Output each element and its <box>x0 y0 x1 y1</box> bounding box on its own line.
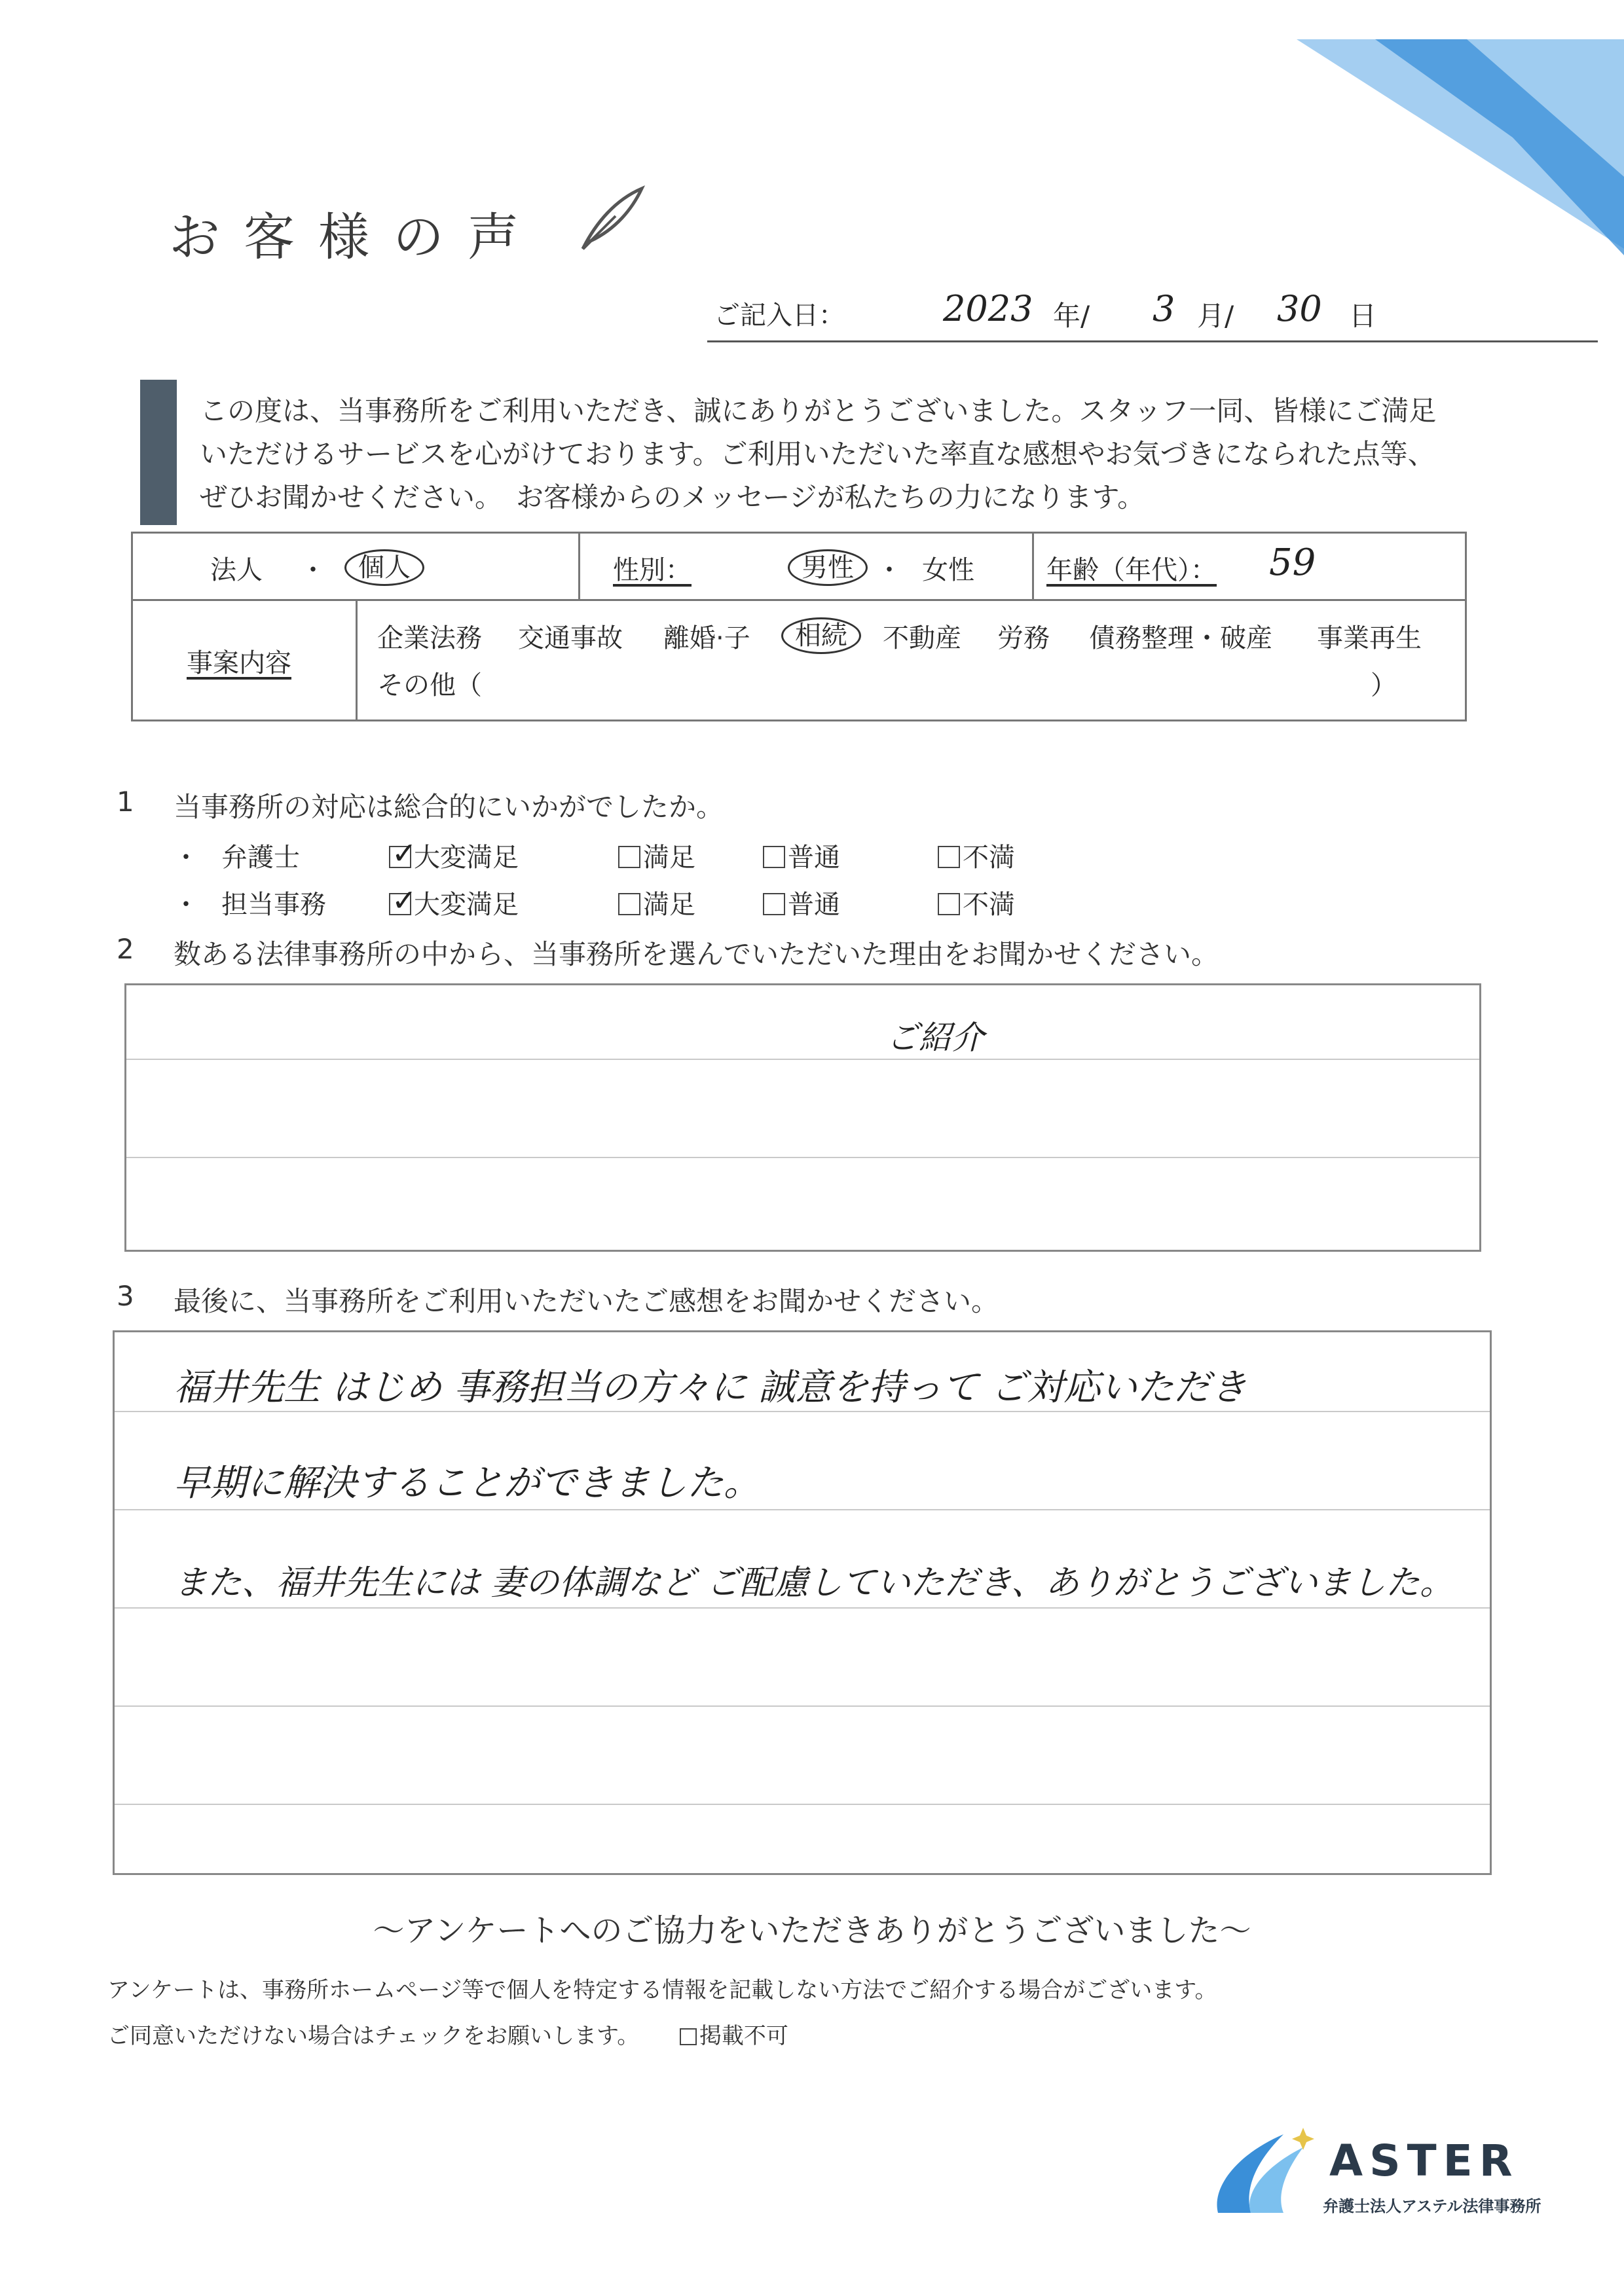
option-label: 満足 <box>643 890 695 920</box>
case-item-rehab[interactable]: 事業再生 <box>1317 623 1422 653</box>
q1-staff-very-satisfied[interactable] <box>389 884 519 921</box>
no-publish-checkbox[interactable] <box>680 2028 697 2045</box>
option-label: 満足 <box>643 843 695 873</box>
ruled-line <box>115 1411 1490 1412</box>
option-label: 普通 <box>788 843 840 873</box>
option-label: 不満 <box>963 843 1015 873</box>
page-title: お客様の声 <box>169 208 543 267</box>
consent-text: ご同意いただけない場合はチェックをお願いします。 <box>107 2023 640 2049</box>
q1-row-bullet: ・ <box>173 843 199 873</box>
divider <box>578 534 580 599</box>
ruled-line <box>115 1509 1490 1510</box>
ruled-line <box>115 1705 1490 1707</box>
q2-text: 数ある法律事務所の中から、当事務所を選んでいただいた理由をお聞かせください。 <box>174 938 1219 970</box>
date-year-unit: 年/ <box>1053 300 1090 332</box>
separator: ・ <box>876 555 902 585</box>
q3-answer-line: また、福井先生には 妻の体調など ご配慮していただき、ありがとうございました。 <box>174 1563 1454 1603</box>
option-label: 不満 <box>963 890 1015 920</box>
date-day-unit: 日 <box>1349 300 1377 332</box>
corner-decoration <box>1297 39 1624 255</box>
q1-row-label-lawyer: 弁護士 <box>221 843 300 873</box>
consent-line <box>107 2018 788 2050</box>
q1-row-bullet: ・ <box>173 890 199 920</box>
q1-lawyer-very-satisfied[interactable] <box>389 837 519 874</box>
option-label: 普通 <box>788 890 840 920</box>
option-label: 大変満足 <box>414 890 519 920</box>
q1-lawyer-normal[interactable] <box>763 837 840 874</box>
female-option[interactable]: 女性 <box>922 555 974 585</box>
logo-name: ASTER <box>1329 2136 1519 2186</box>
separator: ・ <box>300 555 326 585</box>
q1-staff-normal[interactable] <box>763 884 840 921</box>
thanks-message: ～アンケートへのご協力をいただきありがとうございました～ <box>373 1912 1251 1949</box>
ruled-line <box>115 1804 1490 1805</box>
publication-note: アンケートは、事務所ホームページ等で個人を特定する情報を記載しない方法でご紹介する場合がございます。 <box>107 1977 1217 2003</box>
date-month-unit: 月/ <box>1197 300 1234 332</box>
date-month: 3 <box>1153 288 1175 329</box>
checkbox-icon[interactable] <box>618 893 640 915</box>
ruled-line <box>115 1607 1490 1609</box>
case-label: 事案内容 <box>187 648 291 678</box>
case-item-debt[interactable]: 債務整理・破産 <box>1089 623 1272 653</box>
date-year: 2023 <box>943 288 1033 329</box>
q1-lawyer-satisfied[interactable] <box>618 837 695 874</box>
checkbox-icon[interactable] <box>618 846 640 868</box>
individual-option[interactable]: 個人 <box>344 549 424 586</box>
info-table <box>131 532 1467 721</box>
date-day: 30 <box>1277 288 1322 329</box>
case-item-inheritance[interactable]: 相続 <box>781 617 861 654</box>
checkbox-icon[interactable] <box>763 893 785 915</box>
date-label: ご記入日： <box>714 301 845 331</box>
q3-answer-line: 福井先生 はじめ 事務担当の方々に 誠意を持って ご対応いただき <box>174 1366 1247 1409</box>
q1-text: 当事務所の対応は総合的にいかがでしたか。 <box>174 791 724 823</box>
q2-answer-text: ご紹介 <box>886 1019 984 1057</box>
checkbox-checked-icon[interactable] <box>389 846 411 868</box>
q1-number: 1 <box>117 786 134 818</box>
logo-subtitle: 弁護士法人アステル法律事務所 <box>1323 2197 1541 2215</box>
intro-line: ぜひお聞かせください。 お客様からのメッセージが私たちの力になります。 <box>200 481 1145 513</box>
ruled-line <box>126 1157 1479 1158</box>
age-value: 59 <box>1269 541 1316 584</box>
q3-answer-box[interactable] <box>113 1330 1492 1875</box>
aster-logo-icon <box>1205 2121 1323 2226</box>
q1-lawyer-dissatisfied[interactable] <box>938 837 1015 874</box>
intro-accent-bar <box>140 380 177 525</box>
checkbox-icon[interactable] <box>938 893 960 915</box>
case-item-labor[interactable]: 労務 <box>997 623 1050 653</box>
q3-number: 3 <box>117 1280 134 1312</box>
case-item-other[interactable]: その他（ <box>377 670 482 701</box>
checkbox-checked-icon[interactable] <box>389 893 411 915</box>
corporate-option[interactable]: 法人 <box>210 555 263 585</box>
case-other-close: ） <box>1371 670 1397 701</box>
q3-answer-line: 早期に解決することができました。 <box>174 1462 760 1504</box>
age-label: 年齢（年代）： <box>1046 555 1217 585</box>
checkbox-icon[interactable] <box>763 846 785 868</box>
intro-line: この度は、当事務所をご利用いただき、誠にありがとうございました。スタッフ一同、皆様にご満足 <box>200 395 1437 427</box>
intro-text <box>200 390 1509 519</box>
no-publish-label: 掲載不可 <box>699 2023 788 2049</box>
q3-text: 最後に、当事務所をご利用いただいたご感想をお聞かせください。 <box>174 1285 999 1317</box>
q1-staff-satisfied[interactable] <box>618 884 695 921</box>
option-label: 大変満足 <box>414 843 519 873</box>
q2-answer-box[interactable] <box>124 983 1481 1252</box>
q2-number: 2 <box>117 933 134 965</box>
divider <box>1032 534 1034 599</box>
case-item-real-estate[interactable]: 不動産 <box>883 623 961 653</box>
divider <box>356 599 358 721</box>
case-item-corporate[interactable]: 企業法務 <box>377 623 482 653</box>
case-item-divorce[interactable]: 離婚·子 <box>663 623 750 653</box>
quill-icon <box>576 183 648 255</box>
checkbox-icon[interactable] <box>938 846 960 868</box>
case-item-traffic[interactable]: 交通事故 <box>518 623 623 653</box>
male-option[interactable]: 男性 <box>788 549 868 586</box>
q1-staff-dissatisfied[interactable] <box>938 884 1015 921</box>
gender-label: 性別： <box>613 555 692 585</box>
ruled-line <box>126 1059 1479 1060</box>
intro-line: いただけるサービスを心がけております。ご利用いただいた率直な感想やお気づきになられた点等、 <box>200 438 1435 470</box>
q1-row-label-staff: 担当事務 <box>221 890 326 920</box>
